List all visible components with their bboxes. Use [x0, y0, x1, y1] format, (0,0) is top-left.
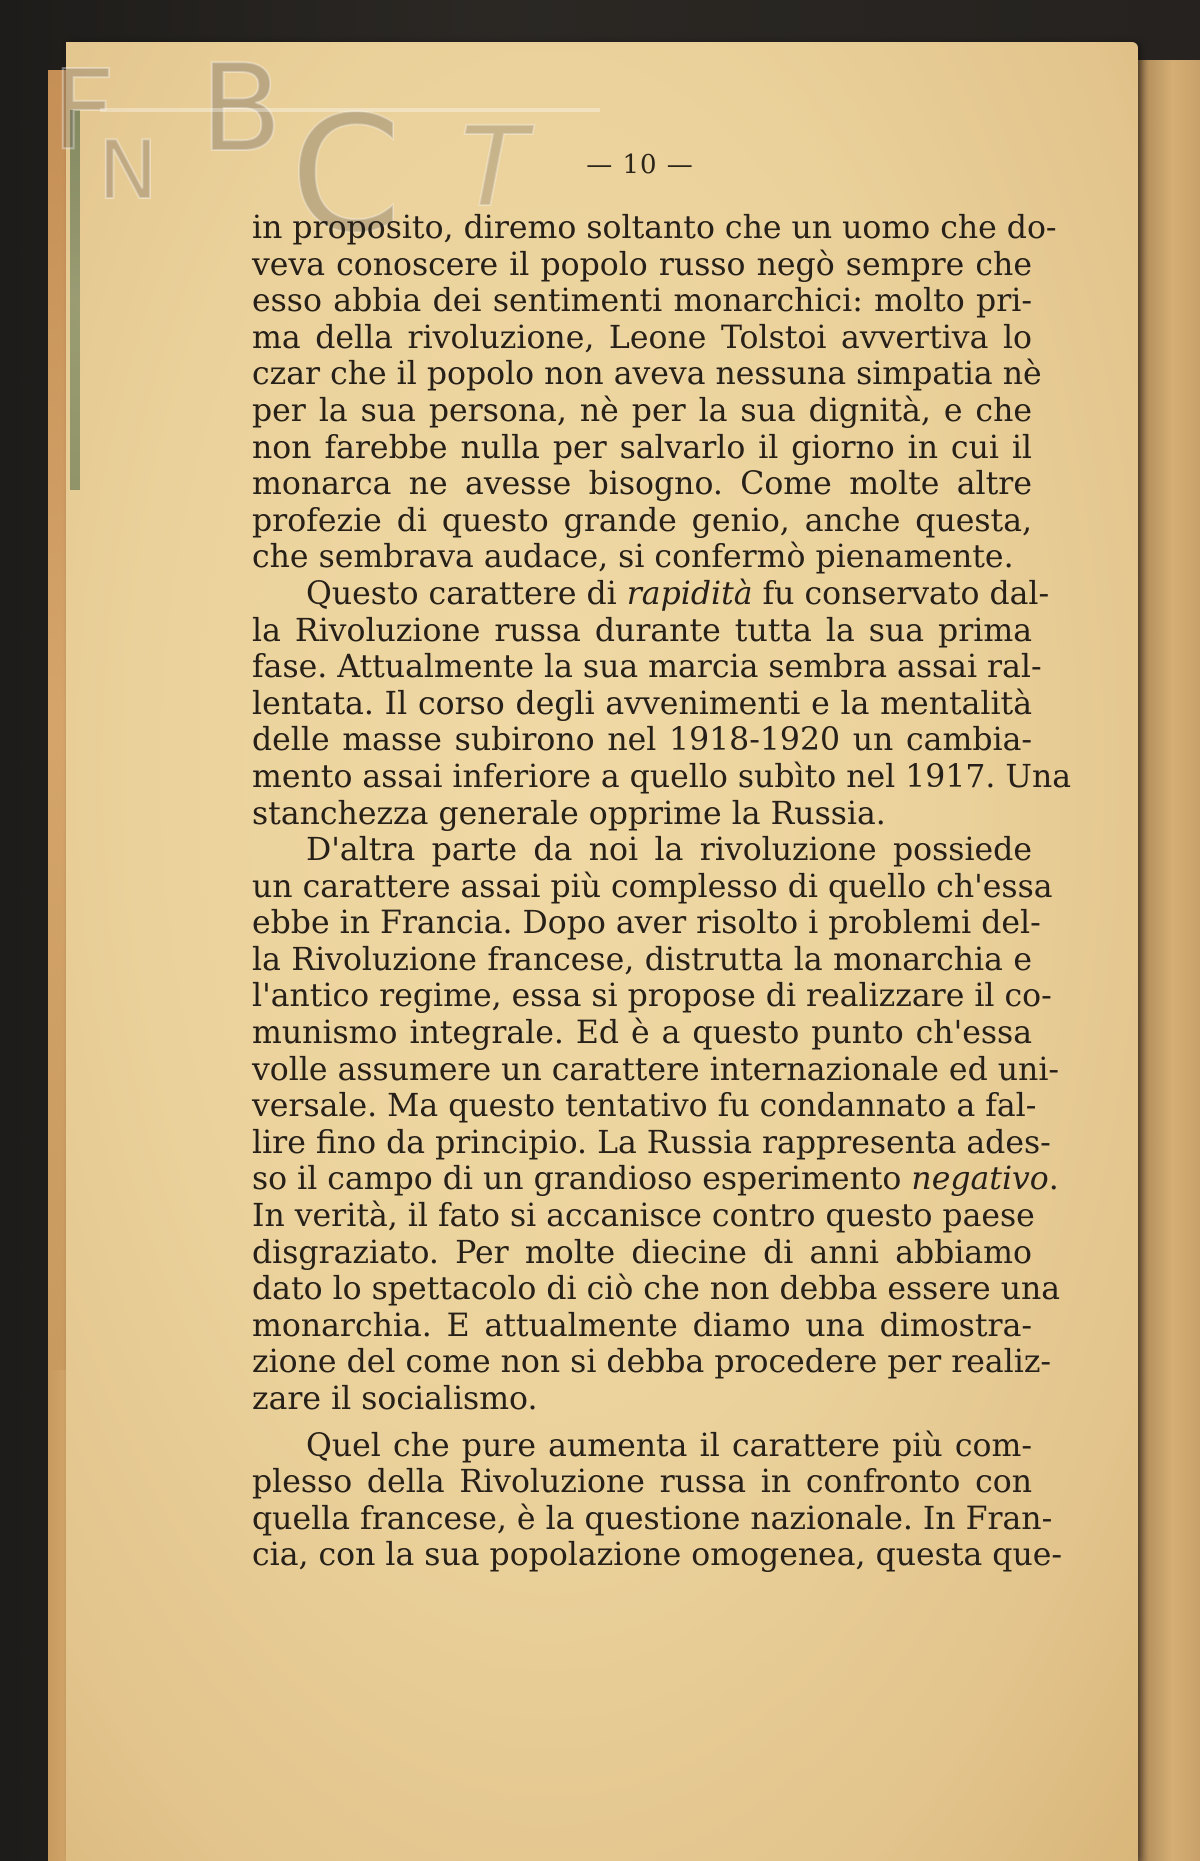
- text-line: un carattere assai più complesso di quello ch'essa: [252, 868, 1053, 905]
- text-line: munismo integrale. Ed è a questo punto ch'essa: [252, 1015, 1032, 1052]
- text-line: [252, 575, 1050, 613]
- text-line: cia, con la sua popolazione omogenea, questa que-: [252, 1537, 1063, 1574]
- text-line: versale. Ma questo tentativo fu condannato a fal-: [252, 1088, 1037, 1125]
- text-line: Quel che pure aumenta il carattere più com-: [306, 1427, 1032, 1464]
- text-run: Questo carattere di: [306, 575, 627, 612]
- text-run: so il campo di un grandioso esperimento: [252, 1161, 912, 1198]
- text-run: .: [1048, 1161, 1059, 1198]
- text-line: D'altra parte da noi la rivoluzione possiede: [306, 832, 1032, 869]
- text-line: czar che il popolo non aveva nessuna simpatia nè: [252, 356, 1042, 393]
- right-page-edge: [1132, 60, 1200, 1861]
- body-text: [252, 210, 1072, 1574]
- watermark-letter-b: B: [200, 40, 283, 179]
- text-line: la Rivoluzione russa durante tutta la sua prima: [252, 612, 1032, 649]
- text-line: ma della rivoluzione, Leone Tolstoi avvertiva lo: [252, 319, 1032, 356]
- text-line: disgraziato. Per molte diecine di anni abbiamo: [252, 1234, 1032, 1271]
- text-line: quella francese, è la questione nazionale. In Fran-: [252, 1500, 1053, 1537]
- text-line: volle assumere un carattere internazionale ed uni-: [252, 1051, 1060, 1088]
- text-line: lire fino da principio. La Russia rappresenta ades-: [252, 1124, 1051, 1161]
- text-line: che sembrava audace, si confermò pienamente.: [252, 539, 1014, 576]
- paragraph-gap: [252, 1418, 1032, 1428]
- page-number: — 10 —: [586, 150, 694, 180]
- text-line: ebbe in Francia. Dopo aver risolto i problemi del-: [252, 905, 1041, 942]
- text-line: esso abbia dei sentimenti monarchici: molto pri-: [252, 283, 1032, 320]
- text-line: plesso della Rivoluzione russa in confronto con: [252, 1464, 1032, 1501]
- text-line: dato lo spettacolo di ciò che non debba essere una: [252, 1271, 1061, 1308]
- text-line: stanchezza generale opprime la Russia.: [252, 795, 886, 832]
- watermark-letter-t: T: [460, 103, 528, 231]
- text-line: lentata. Il corso degli avvenimenti e la mentalità: [252, 685, 1032, 722]
- text-line: monarchia. E attualmente diamo una dimostra-: [252, 1307, 1032, 1344]
- text-line: zare il socialismo.: [252, 1381, 538, 1417]
- italic-word: negativo: [911, 1161, 1049, 1198]
- text-run: fu conservato dal-: [752, 575, 1050, 612]
- text-line: non farebbe nulla per salvarlo il giorno in cui il: [252, 429, 1032, 466]
- text-line: [252, 1161, 1059, 1198]
- text-line: mento assai inferiore a quello subìto nel 1917. Una: [252, 758, 1072, 795]
- text-line: in proposito, diremo soltanto che un uomo che do-: [252, 210, 1057, 246]
- text-line: la Rivoluzione francese, distrutta la monarchia e: [252, 941, 1032, 978]
- text-line: l'antico regime, essa si propose di realizzare il co-: [252, 978, 1052, 1015]
- text-line: delle masse subirono nel 1918-1920 un cambia-: [252, 722, 1032, 759]
- text-line: per la sua persona, nè per la sua dignità, e che: [252, 392, 1032, 429]
- text-line: fase. Attualmente la sua marcia sembra assai ral-: [252, 649, 1042, 686]
- text-line: monarca ne avesse bisogno. Come molte altre: [252, 466, 1032, 503]
- text-line: veva conoscere il popolo russo negò sempre che: [252, 246, 1032, 283]
- text-line: profezie di questo grande genio, anche questa,: [252, 502, 1032, 539]
- text-line: zione del come non si debba procedere per realiz-: [252, 1344, 1052, 1381]
- watermark-letter-c: C: [290, 81, 402, 250]
- watermark-letter-f: F: [52, 46, 116, 174]
- text-line: In verità, il fato si accanisce contro questo paese: [252, 1198, 1035, 1235]
- italic-word: rapidità: [626, 575, 753, 612]
- watermark-letter-n: N: [98, 124, 158, 217]
